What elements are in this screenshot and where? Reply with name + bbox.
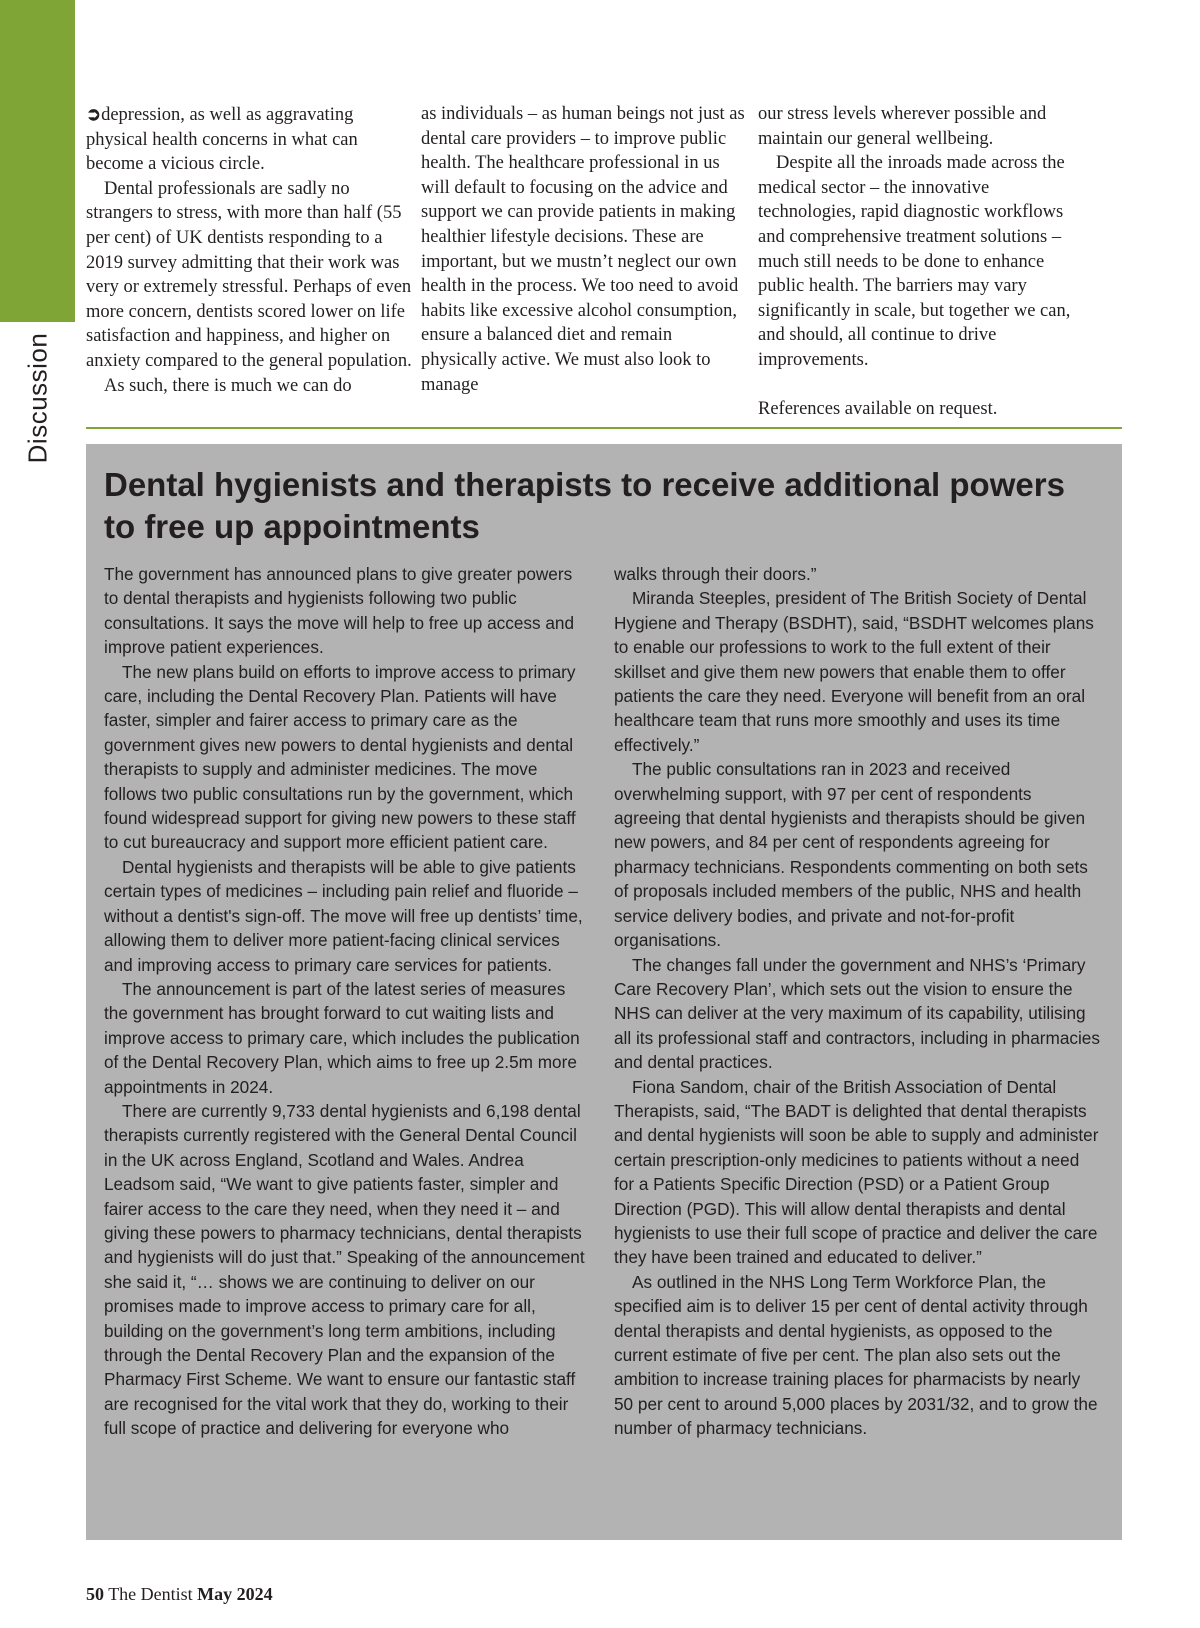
paragraph: Despite all the inroads made across the medical sector – the innovative technologies, rapid diagnostic workflows and comprehensive treatment solutions – much still needs to be done to enhance public health. The barriers may vary significantly in scale, but together we can, and should, all continue to drive improvements. (758, 153, 1071, 370)
paragraph: walks through their doors.” (614, 564, 817, 584)
news-panel (86, 444, 1122, 1540)
paragraph: The announcement is part of the latest series of measures the government has brought forward to cut waiting lists and improve access to primary care, which includes the publication of the Dental Recovery Plan, which aims to free up 2.5m more appointments in 2024. (104, 978, 580, 1097)
top-article (86, 102, 1122, 422)
page-number: 50 (86, 1584, 104, 1604)
paragraph: The public consultations ran in 2023 and received overwhelming support, with 97 per cent of respondents agreeing that dental hygienists and therapists should be given new powers, and 84 per cent of respondents agreeing for pharmacy technicians. Respondents commenting on both sets of proposals included members of the public, NHS and health service delivery bodies, and private and not-for-profit organisations. (614, 759, 1088, 951)
top-column-2 (421, 102, 747, 397)
top-column-1 (86, 102, 412, 398)
paragraph: The changes fall under the government and NHS’s ‘Primary Care Recovery Plan’, which sets out the vision to ensure the NHS can deliver at the very maximum of its capability, utilising all its professional staff and contractors, including in pharmacies and dental practices. (614, 954, 1100, 1073)
paragraph: There are currently 9,733 dental hygienists and 6,198 dental therapists currently registered with the General Dental Council in the UK across England, Scotland and Wales. Andrea Leadsom said, “We want to give patients faster, simpler and fairer access to the care they need, when they need it – and giving these powers to pharmacy technicians, dental therapists and hygienists will do just that.” Speaking of the announcement she said it, “… shows we are continuing to deliver on our promises made to improve access to primary care for all, building on the government’s long term ambitions, including through the Dental Recovery Plan and the expansion of the Pharmacy First Scheme. We want to ensure our fantastic staff are recognised for the vital work that they do, working to their full scope of practice and delivering for everyone who (104, 1100, 585, 1439)
paragraph: As such, there is much we can do (104, 375, 352, 396)
paragraph: Fiona Sandom, chair of the British Association of Dental Therapists, said, “The BADT is delighted that dental therapists and dental hygienists will soon be able to supply and administer certain prescription-only medicines to patients without a need for a Patients Specific Direction (PSD) or a Patient Group Direction (PGD). This will allow dental therapists and dental hygienists to use their full scope of practice and deliver the care they have been trained and educated to deliver.” (614, 1076, 1099, 1268)
panel-column-1 (104, 562, 590, 1441)
paragraph: Miranda Steeples, president of The British Society of Dental Hygiene and Therapy (BSDHT), said, “BSDHT welcomes plans to enable our professions to work to the full extent of their skillset and give them new powers that enable them to offer patients the care they need. Everyone will benefit from an oral healthcare team that runs more smoothly and uses its time effectively.” (614, 588, 1094, 755)
panel-column-2 (614, 562, 1100, 1441)
publication-name: The Dentist (108, 1584, 193, 1604)
continuation-arrow-icon: ➲ (86, 104, 102, 124)
paragraph: Dental professionals are sadly no strangers to stress, with more than half (55 per cent) of UK dentists responding to a 2019 survey admitting that their work was very or extremely stressful. Perhaps of even more concern, dentists scored lower on life satisfaction and happiness, and higher on anxiety compared to the general population. (86, 178, 412, 371)
paragraph: Dental hygienists and therapists will be able to give patients certain types of medicines – including pain relief and fluoride – without a dentist's sign-off. The move will free up dentists’ time, allowing them to deliver more patient-facing clinical services and improving access to primary care services for patients. (104, 856, 583, 975)
paragraph: The government has announced plans to give greater powers to dental therapists and hygienists following two public consultations. It says the move will help to free up access and improve patient experiences. (104, 564, 575, 658)
paragraph: as individuals – as human beings not just as dental care providers – to improve public health. The healthcare professional in us will default to focusing on the advice and support we can provide patients in making healthier lifestyle decisions. These are important, but we mustn’t neglect our own health in the process. We too need to avoid habits like excessive alcohol consumption, ensure a balanced diet and remain physically active. We must also look to manage (421, 104, 745, 395)
paragraph: As outlined in the NHS Long Term Workforce Plan, the specified aim is to deliver 15 per cent of dental activity through dental therapists and dental hygienists, as opposed to the current estimate of five per cent. The plan also sets out the ambition to increase training places for pharmacists by nearly 50 per cent to around 5,000 places by 2031/32, and to grow the number of pharmacy technicians. (614, 1271, 1098, 1439)
paragraph: our stress levels wherever possible and maintain our general wellbeing. (758, 104, 1047, 149)
paragraph: ➲depression, as well as aggravating physical health concerns in what can become a vicious circle. (86, 104, 358, 175)
panel-headline: Dental hygienists and therapists to receive additional powers to free up appointments (104, 466, 1065, 545)
top-column-3 (758, 102, 1088, 422)
issue-date: May 2024 (197, 1584, 273, 1604)
paragraph: The new plans build on efforts to improve access to primary care, including the Dental Recovery Plan. Patients will have faster, simpler and fairer access to primary care as the government gives new powers to dental hygienists and dental therapists to supply and administer medicines. The move follows two public consultations run by the government, which found widespread support for giving new powers to these staff to cut bureaucracy and support more efficient patient care. (104, 661, 576, 853)
references-note: References available on request. (758, 399, 998, 420)
section-label: Discussion (22, 332, 53, 464)
divider (86, 427, 1122, 429)
page-footer (86, 1584, 273, 1605)
section-color-bar (0, 0, 75, 322)
